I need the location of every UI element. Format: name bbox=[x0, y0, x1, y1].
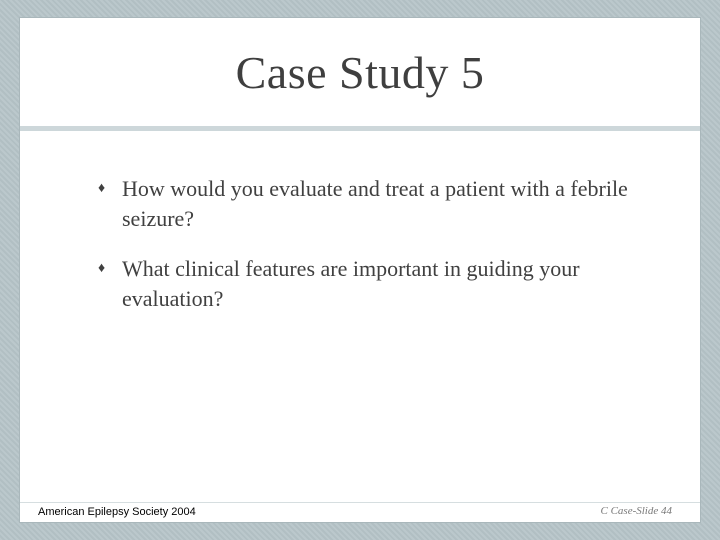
diamond-bullet-icon: ♦ bbox=[98, 181, 106, 196]
footer-credit: American Epilepsy Society 2004 bbox=[34, 505, 200, 519]
bullet-text: What clinical features are important in guiding your evaluation? bbox=[122, 256, 580, 311]
bullet-item bbox=[98, 174, 658, 234]
title-divider bbox=[20, 126, 700, 131]
diamond-bullet-icon: ♦ bbox=[98, 261, 106, 276]
slide-number: C Case-Slide 44 bbox=[600, 505, 672, 517]
bullet-list bbox=[98, 174, 658, 334]
slide-canvas bbox=[20, 18, 700, 522]
bullet-text: How would you evaluate and treat a patient with a febrile seizure? bbox=[122, 176, 628, 231]
footer-divider bbox=[20, 502, 700, 503]
slide-title: Case Study 5 bbox=[235, 47, 485, 98]
bullet-item bbox=[98, 254, 658, 314]
